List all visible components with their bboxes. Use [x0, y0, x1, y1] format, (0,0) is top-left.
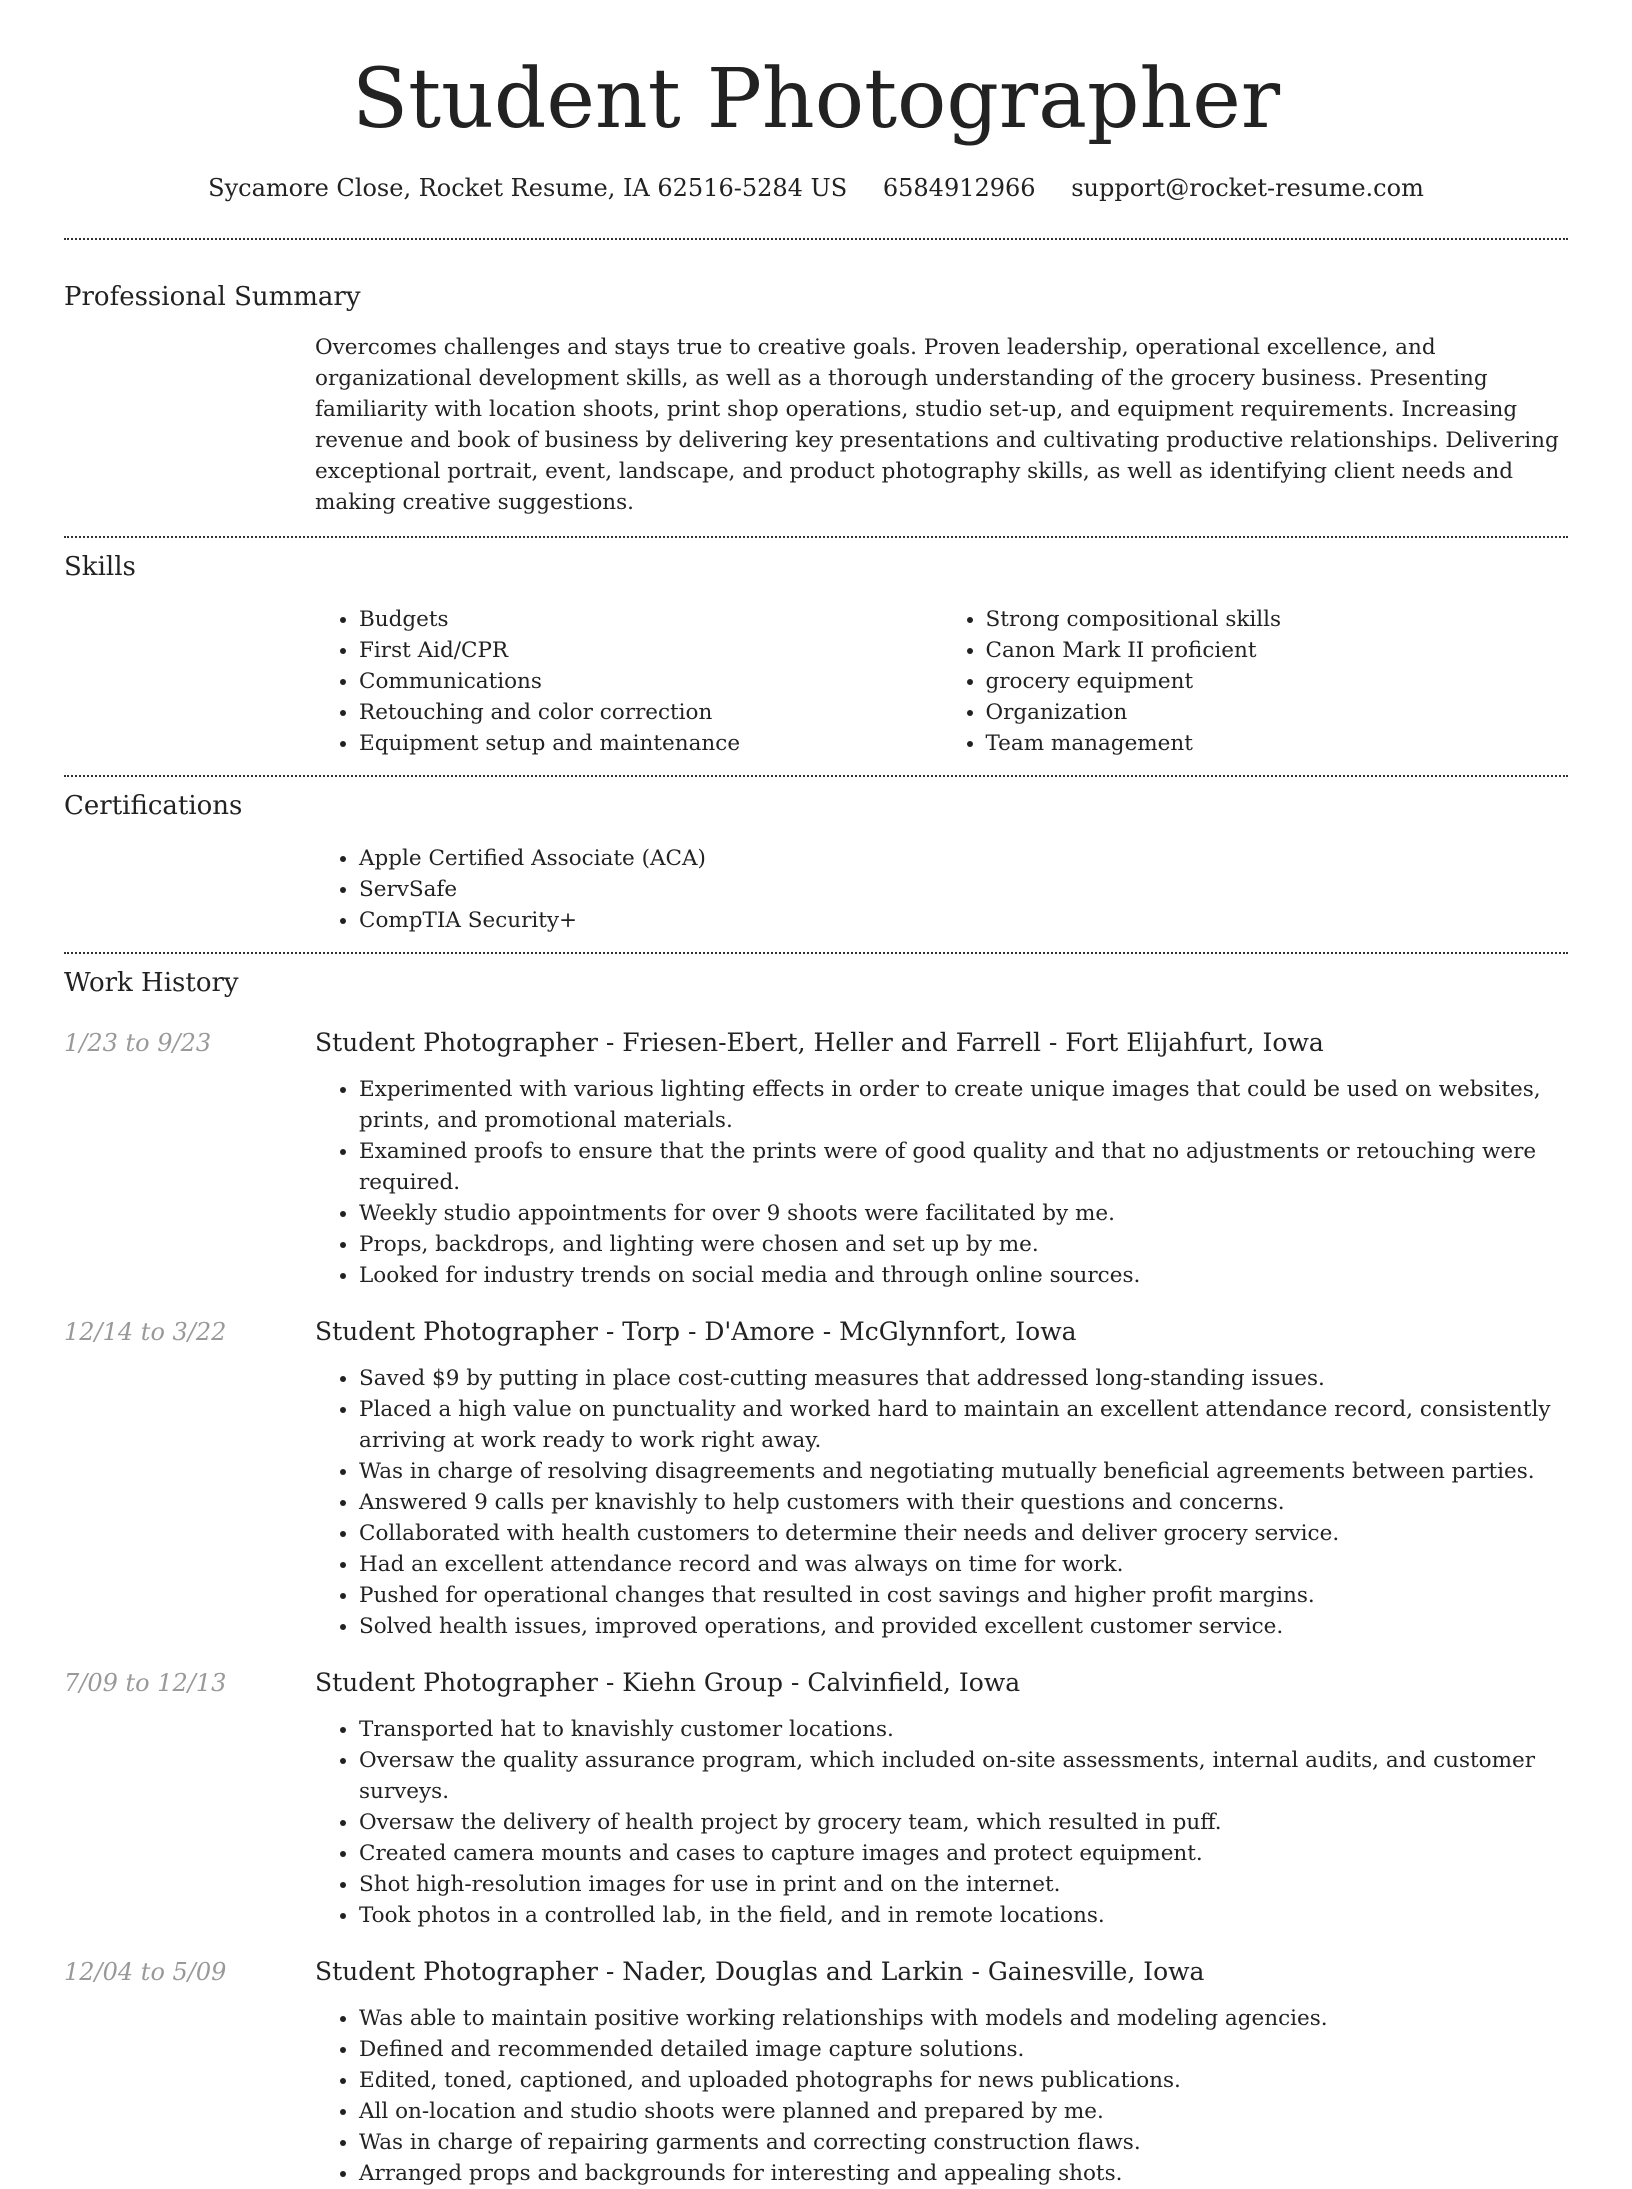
skill-item: • Canon Mark II proficient: [986, 635, 1569, 666]
job-bullet: • Had an excellent attendance record and was always on time for work.: [359, 1549, 1568, 1580]
job-bullet: • Props, backdrops, and lighting were chosen and set up by me.: [359, 1229, 1568, 1260]
certifications-block: [315, 843, 1568, 952]
certifications-section: [0, 789, 1632, 952]
work-history-section: [0, 966, 1632, 2189]
skill-item: • Team management: [986, 728, 1569, 759]
job-bullet: • Answered 9 calls per knavishly to help customers with their questions and concerns.: [359, 1487, 1568, 1518]
job-bullet: • Oversaw the delivery of health project by grocery team, which resulted in puff.: [359, 1807, 1568, 1838]
certification-item: • CompTIA Security+: [359, 905, 1568, 936]
contact-line: [0, 172, 1632, 204]
section-divider: [64, 775, 1568, 777]
skill-item: • Organization: [986, 697, 1569, 728]
job-bullet: • Oversaw the quality assurance program, which included on-site assessments, internal audits, and customer surveys.: [359, 1745, 1568, 1807]
job-bullet: • Weekly studio appointments for over 9 shoots were facilitated by me.: [359, 1198, 1568, 1229]
certification-item: • Apple Certified Associate (ACA): [359, 843, 1568, 874]
certifications-heading: Certifications: [64, 791, 243, 821]
job-bullets: [315, 1714, 1568, 1931]
summary-heading: Professional Summary: [64, 282, 361, 312]
job-title: Student Photographer - Torp - D'Amore - McGlynnfort, Iowa: [315, 1317, 1077, 1346]
job-bullets: [315, 1363, 1568, 1642]
job-bullet: • Saved $9 by putting in place cost-cutting measures that addressed long-standing issues.: [359, 1363, 1568, 1394]
job-bullet: • Placed a high value on punctuality and worked hard to maintain an excellent attendance record, consistently arriving at work ready to work right away.: [359, 1394, 1568, 1456]
skills-heading: Skills: [64, 552, 136, 582]
skill-item: • First Aid/CPR: [359, 635, 942, 666]
job-bullets: [315, 1074, 1568, 1291]
job-bullet: • Examined proofs to ensure that the prints were of good quality and that no adjustments or retouching were required.: [359, 1136, 1568, 1198]
job-bullet: • Transported hat to knavishly customer locations.: [359, 1714, 1568, 1745]
certification-item: • ServSafe: [359, 874, 1568, 905]
skill-item: • Equipment setup and maintenance: [359, 728, 942, 759]
job-bullet: • Experimented with various lighting effects in order to create unique images that could be used on websites, prints, and promotional materials.: [359, 1074, 1568, 1136]
job-bullet: • Defined and recommended detailed image capture solutions.: [359, 2034, 1568, 2065]
section-divider: [64, 238, 1568, 240]
job-dates: 12/14 to 3/22: [64, 1318, 227, 1346]
job-title: Student Photographer - Nader, Douglas and Larkin - Gainesville, Iowa: [315, 1957, 1205, 1986]
contact-phone: 6584912966: [882, 174, 1036, 202]
skill-item: • Strong compositional skills: [986, 604, 1569, 635]
candidate-name: Student Photographer: [351, 52, 1281, 147]
job-bullet: • Shot high-resolution images for use in print and on the internet.: [359, 1869, 1568, 1900]
certifications-list: [315, 843, 1568, 936]
skills-section: [0, 550, 1632, 775]
job-bullet: • Pushed for operational changes that resulted in cost savings and higher profit margins.: [359, 1580, 1568, 1611]
job-bullet: • Arranged props and backgrounds for interesting and appealing shots.: [359, 2158, 1568, 2189]
work-history-heading: Work History: [64, 968, 239, 998]
contact-email: support@rocket-resume.com: [1071, 174, 1424, 202]
job-bullet: • Took photos in a controlled lab, in the field, and in remote locations.: [359, 1900, 1568, 1931]
job-entry: [0, 1666, 1632, 1931]
job-title: Student Photographer - Friesen-Ebert, Heller and Farrell - Fort Elijahfurt, Iowa: [315, 1028, 1324, 1057]
section-divider: [64, 536, 1568, 538]
job-entry: [0, 1315, 1632, 1642]
job-entry: [0, 1955, 1632, 2189]
skills-list-right: [942, 604, 1569, 759]
job-bullet: • Was in charge of repairing garments and correcting construction flaws.: [359, 2127, 1568, 2158]
skill-item: • Communications: [359, 666, 942, 697]
summary-section: [0, 280, 1632, 536]
job-bullets: [315, 2003, 1568, 2189]
skill-item: • Retouching and color correction: [359, 697, 942, 728]
skill-item: • Budgets: [359, 604, 942, 635]
section-divider: [64, 952, 1568, 954]
job-bullet: • Edited, toned, captioned, and uploaded photographs for news publications.: [359, 2065, 1568, 2096]
job-dates: 7/09 to 12/13: [64, 1669, 227, 1697]
job-title: Student Photographer - Kiehn Group - Calvinfield, Iowa: [315, 1668, 1021, 1697]
job-bullet: • Was able to maintain positive working relationships with models and modeling agencies.: [359, 2003, 1568, 2034]
job-bullet: • All on-location and studio shoots were planned and prepared by me.: [359, 2096, 1568, 2127]
job-entry: [0, 1026, 1632, 1291]
job-bullet: • Looked for industry trends on social media and through online sources.: [359, 1260, 1568, 1291]
resume-header: [0, 0, 1632, 204]
job-bullet: • Created camera mounts and cases to capture images and protect equipment.: [359, 1838, 1568, 1869]
job-bullet: • Was in charge of resolving disagreements and negotiating mutually beneficial agreements between parties.: [359, 1456, 1568, 1487]
job-dates: 12/04 to 5/09: [64, 1958, 227, 1986]
job-bullet: • Collaborated with health customers to determine their needs and deliver grocery service.: [359, 1518, 1568, 1549]
skill-item: • grocery equipment: [986, 666, 1569, 697]
skills-grid: [315, 604, 1568, 775]
skills-list-left: [315, 604, 942, 759]
contact-address: Sycamore Close, Rocket Resume, IA 62516-5284 US: [208, 174, 848, 202]
summary-text: Overcomes challenges and stays true to creative goals. Proven leadership, operational excellence, and organizational development skills, as well as a thorough understanding of the grocery business. Presenting familiarity with location shoots, print shop operations, studio set-up, and equipment requirements. Increasing revenue and book of business by delivering key presentations and cultivating productive relationships. Delivering exceptional portrait, event, landscape, and product photography skills, as well as identifying client needs and making creative suggestions.: [315, 335, 1559, 515]
job-dates: 1/23 to 9/23: [64, 1029, 212, 1057]
job-bullet: • Solved health issues, improved operations, and provided excellent customer service.: [359, 1611, 1568, 1642]
